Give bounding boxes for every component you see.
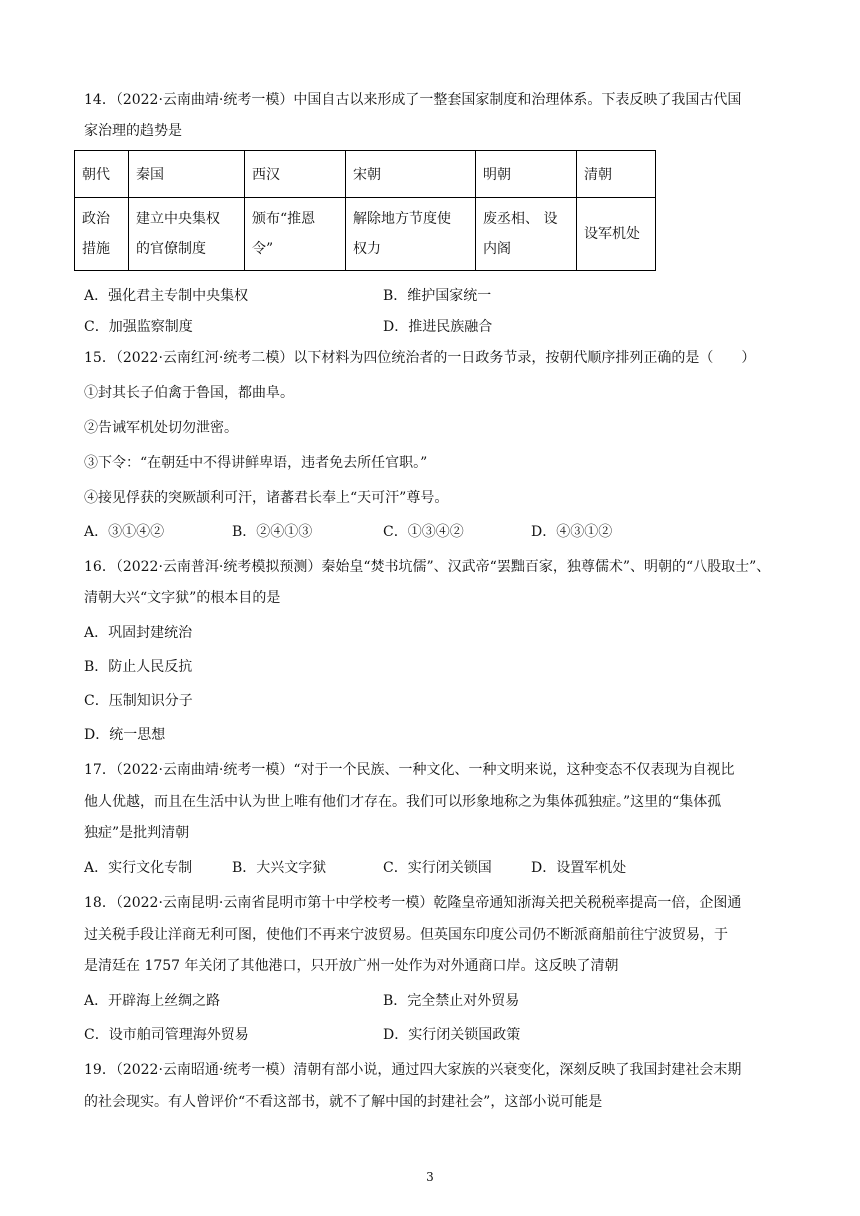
q17-stem-line1: 17．（2022·云南曲靖·统考一模）“对于一个民族、一种文化、一种文明来说，这种变态不仅表现为自视比 [84, 762, 735, 778]
table-cell [577, 198, 656, 271]
q16-stem-line1: 16．（2022·云南普洱·统考模拟预测）秦始皇“焚书坑儒”、汉武帝“罢黜百家，独尊儒术”、明朝的“八股取士”、 [84, 559, 771, 575]
q17-stem-line2: 他人优越，而且在生活中认为世上唯有他们才存在。我们可以形象地称之为集体孤独症。”这里的“集体孤 [84, 794, 722, 810]
table-header-cell: 秦国 [129, 151, 245, 198]
q14-stem-line1: 14．（2022·云南曲靖·统考一模）中国自古以来形成了一整套国家制度和治理体系。下表反映了我国古代国 [84, 92, 742, 108]
table-header-cell: 清朝 [577, 151, 656, 198]
q15-stem-line1: 15．（2022·云南红河·统考二模）以下材料为四位统治者的一日政务节录，按朝代顺序排列正确的是（ ） [84, 350, 756, 366]
q18-stem-line1: 18．（2022·云南昆明·云南省昆明市第十中学校考一模）乾隆皇帝通知浙海关把关税税率提高一倍，企图通 [84, 895, 742, 911]
q18-option-d: D．实行闭关锁国政策 [383, 1027, 521, 1043]
q18-option-a: A．开辟海上丝绸之路 [84, 993, 221, 1009]
cell-text: 解除地方节度使 [353, 211, 451, 227]
table-header-cell: 西汉 [245, 151, 346, 198]
q14-option-b: B．维护国家统一 [383, 288, 492, 304]
q14-stem-line2: 家治理的趋势是 [84, 123, 182, 139]
q16-option-d: D．统一思想 [84, 727, 166, 743]
q16-stem-line2: 清朝大兴“文字狱”的根本目的是 [84, 590, 281, 606]
q19-stem-line2: 的社会现实。有人曾评价“不看这部书，就不了解中国的封建社会”，这部小说可能是 [84, 1094, 603, 1110]
q14-option-c: C．加强监察制度 [84, 319, 193, 335]
table-row [75, 198, 656, 271]
q16-option-c: C．压制知识分子 [84, 693, 193, 709]
table-header-cell: 明朝 [476, 151, 577, 198]
q17-option-b: B．大兴文字狱 [232, 860, 327, 876]
cell-text: 的官僚制度 [136, 241, 206, 257]
cell-text: 措施 [82, 241, 110, 257]
cell-text: 政治 [82, 211, 110, 227]
q17-option-d: D．设置军机处 [531, 860, 627, 876]
cell-text: 颁布“推恩 [252, 211, 316, 227]
table-cell [476, 198, 577, 271]
q15-item-1: ①封其长子伯禽于鲁国，都曲阜。 [84, 385, 294, 401]
table-cell [346, 198, 476, 271]
q17-option-c: C．实行闭关锁国 [383, 860, 492, 876]
cell-text: 设军机处 [584, 226, 640, 242]
q18-stem-line2: 过关税手段让洋商无利可图，使他们不再来宁波贸易。但英国东印度公司仍不断派商船前往宁波贸易，于 [84, 927, 728, 943]
q15-option-b: B．②④①③ [232, 524, 313, 540]
page-number: 3 [426, 1170, 434, 1184]
q15-option-d: D．④③①② [531, 524, 613, 540]
q18-stem-line3: 是清廷在 1757 年关闭了其他港口，只开放广州一处作为对外通商口岸。这反映了清朝 [84, 958, 619, 974]
cell-text: 建立中央集权 [136, 211, 220, 227]
cell-text: 内阁 [483, 241, 511, 257]
q15-item-4: ④接见俘获的突厥颉利可汗，诸蕃君长奉上“天可汗”尊号。 [84, 490, 449, 506]
q17-stem-line3: 独症”是批判清朝 [84, 825, 190, 841]
table-header-cell: 朝代 [75, 151, 129, 198]
q16-option-b: B．防止人民反抗 [84, 659, 193, 675]
q15-option-a: A．③①④② [84, 524, 165, 540]
table-row [75, 151, 656, 198]
cell-text: 废丞相、 设 [483, 211, 558, 227]
q15-item-3: ③下令：“在朝廷中不得讲鲜卑语，违者免去所任官职。” [84, 455, 428, 471]
table-cell [129, 198, 245, 271]
q14-option-d: D．推进民族融合 [383, 319, 493, 335]
q19-stem-line1: 19．（2022·云南昭通·统考一模）清朝有部小说，通过四大家族的兴衰变化，深刻反映了我国封建社会末期 [84, 1062, 742, 1078]
cell-text: 权力 [353, 241, 381, 257]
q18-option-b: B．完全禁止对外贸易 [383, 993, 520, 1009]
table-cell [245, 198, 346, 271]
q18-option-c: C．设市舶司管理海外贸易 [84, 1027, 249, 1043]
q15-item-2: ②告诫军机处切勿泄密。 [84, 420, 238, 436]
cell-text: 令” [252, 241, 274, 257]
q14-option-a: A．强化君主专制中央集权 [84, 288, 249, 304]
q14-table [74, 150, 656, 271]
q17-option-a: A．实行文化专制 [84, 860, 193, 876]
table-header-cell: 宋朝 [346, 151, 476, 198]
table-cell [75, 198, 129, 271]
q16-option-a: A．巩固封建统治 [84, 625, 193, 641]
q15-option-c: C．①③④② [383, 524, 464, 540]
